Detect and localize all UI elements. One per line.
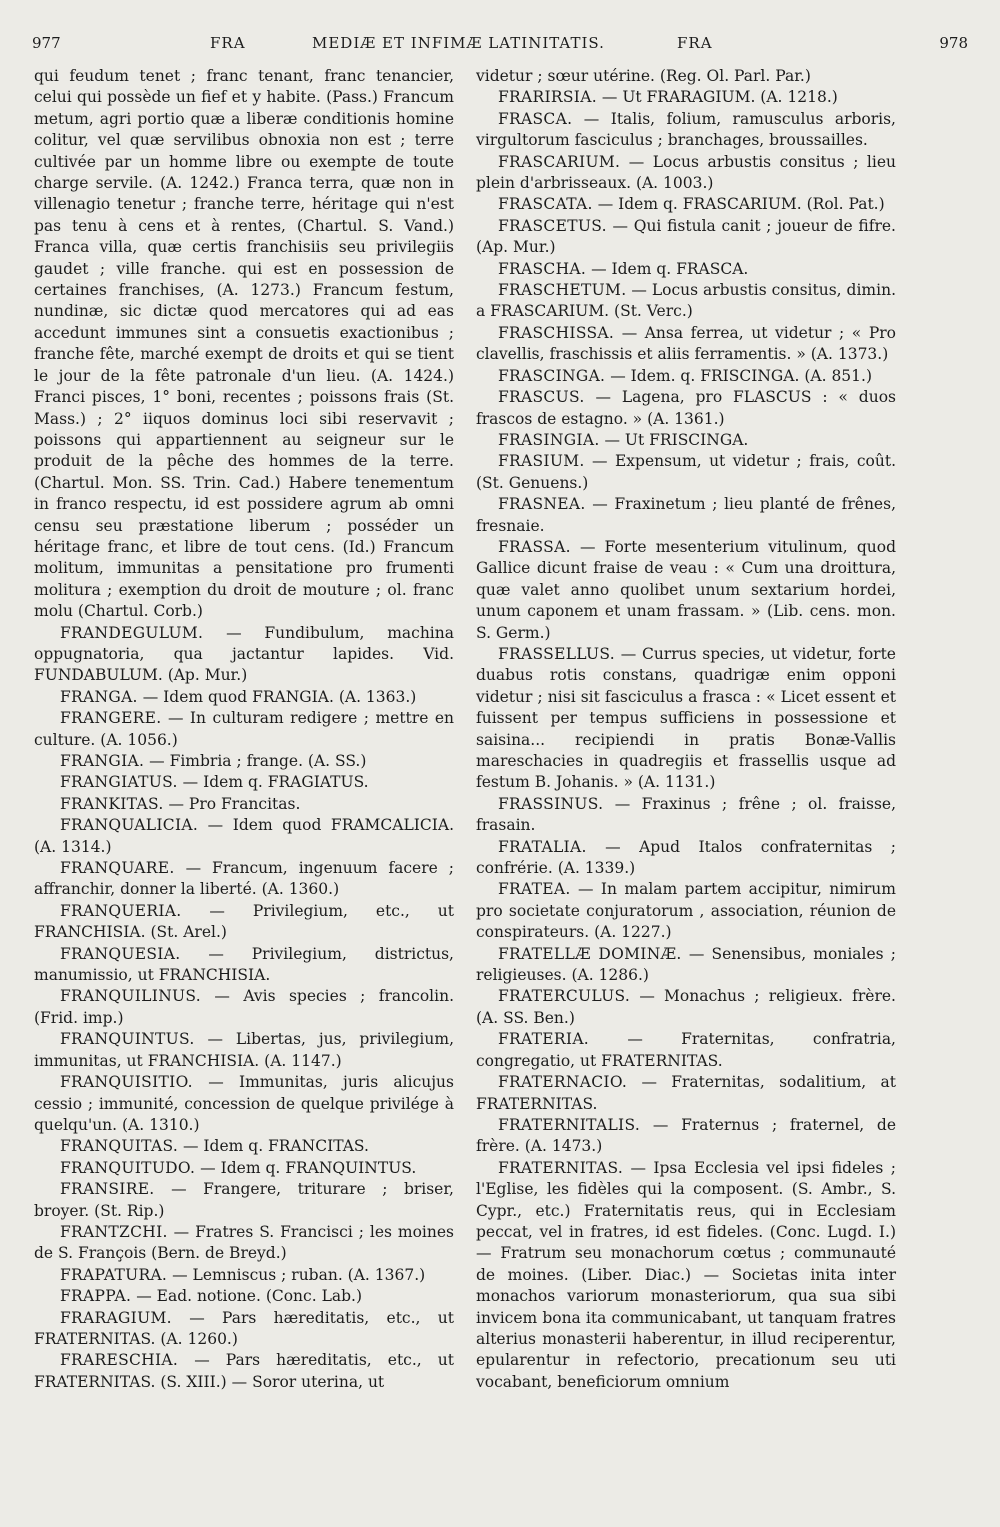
entry-headword: FRASCHISSA. — [498, 323, 615, 342]
entry-headword: FRATERCULUS. — [498, 987, 631, 1006]
entry-headword: FRATERNITALIS. — [498, 1115, 641, 1134]
entry-headword: FRAPATURA. — [60, 1265, 168, 1284]
entry-definition: — Locus arbustis consitus, dimin. a FRASCARIUM. (St. Verc.) — [476, 281, 896, 321]
dictionary-entry — [476, 451, 896, 494]
entry-headword: FRATELLÆ DOMINÆ. — [498, 944, 682, 963]
entry-definition: — In malam partem accipitur, nimirum pro societate conjuratorum , association, réunion de conspirateurs. (A. 1227.) — [476, 880, 896, 942]
dictionary-entry — [34, 1286, 454, 1307]
entry-headword: FRASCUS. — [498, 388, 585, 407]
entry-definition: — Frangere, triturare ; briser, broyer. (St. Rip.) — [34, 1180, 454, 1220]
entry-headword: FRASCA. — [498, 109, 573, 128]
entry-headword: FRASSINUS. — [498, 794, 604, 813]
entry-headword: FRANQUITUDO. — [60, 1158, 196, 1177]
entry-headword: FRANTZCHI. — [60, 1222, 168, 1241]
left-column — [34, 66, 454, 1393]
entry-definition: — Qui fistula canit ; joueur de fifre. (Ap. Mur.) — [476, 216, 896, 257]
entry-headword: FRASCATA. — [498, 195, 593, 214]
entry-definition: — Idem q. FRASCARIUM. (Rol. Pat.) — [597, 195, 885, 214]
entry-definition: — Francum, ingenuum facere ; affranchir, donner la liberté. (A. 1360.) — [34, 859, 454, 899]
entry-definition: — Forte mesenterium vitulinum, quod Gallice dicunt fraise de veau : « Cum una droittura, quæ valet anno quolibet unum sextarium hordei, unum caponem et unam frassam. » (Lib. cens. mon. S. Germ.) — [476, 537, 896, 642]
entry-headword: FRANQUISITIO. — [60, 1073, 193, 1092]
entry-definition: — Senensibus, moniales ; religieuses. (A. 1286.) — [476, 944, 896, 985]
entry-definition: — Idem q. FRASCA. — [591, 259, 749, 278]
entry-definition: — Currus species, ut videtur, forte duabus rotis constans, quadrigæ enim opponi videtur ; nisi sit fasciculus a frasca : « Licet essent et fuissent per tempus sufficiens in possessione et saisina... recipiendi in pratis Bonæ-Vallis mareschacies in quadregiis et frassellis usque ad festum B. Johanis. » (A. 1131.) — [476, 644, 896, 792]
dictionary-entry — [476, 323, 896, 366]
dictionary-entry — [34, 1136, 454, 1157]
entry-headword: FRASINGIA. — [498, 430, 600, 449]
dictionary-entry — [34, 901, 454, 944]
entry-headword: FRANGA. — [60, 687, 138, 706]
dictionary-entry — [34, 623, 454, 687]
dictionary-entry — [476, 837, 896, 880]
dictionary-entry — [476, 259, 896, 280]
entry-definition: — Privilegium, districtus, manumissio, ut FRANCHISIA. — [34, 944, 454, 985]
dictionary-entry — [34, 1179, 454, 1222]
dictionary-entry — [34, 1072, 454, 1136]
entry-definition: qui feudum tenet ; franc tenant, franc tenancier, celui qui possède un fief et y habite. (Pass.) Francum metum, agri portio quæ a liberæ conditionis homine colitur, vel quæ servilibus obnoxia non est ; terre cultivée par un homme libre ou exempte de toute charge servile. (A. 1242.) Franca terra, quæ non in villenagio tenetur ; franche terre, héritage qui n'est pas tenu à cens et à rentes, (Chartul. S. Vand.) Franca villa, quæ certis franchisiis seu privilegiis gaudet ; ville franche. qui est en possession de certaines franchises, (A. 1273.) Francum festum, nundinæ, sic dictæ quod mercatores qui ad eas accedunt immunes sint a consuetis exactionibus ; franche fête, marché exempt de droits et qui se tient le jour de la fête patronale d'un lieu. (A. 1424.) Franci pisces, 1° boni, recentes ; poissons frais (St. Mass.) ; 2° iiquos dominus loci sibi reservavit ; poissons qui appartiennent au seigneur sur le produit de la pêche des hommes de la terre. (Chartul. Mon. SS. Trin. Cad.) Habere tenementum in franco respectu, id est possidere agrum ab omni censu seu præstatione liberum ; posséder un héritage franc, et libre de tout cens. (Id.) Francum molitum, immunitas a pensitatione pro frumenti molitura ; exemption du droit de mouture ; ol. franc molu (Chartul. Corb.) — [34, 67, 454, 621]
dictionary-entry — [34, 1158, 454, 1179]
entry-headword: FRASCHA. — [498, 259, 587, 278]
dictionary-entry — [476, 537, 896, 644]
dictionary-entry — [476, 1029, 896, 1072]
entry-definition: — Idem quod FRAMCALICIA. (A. 1314.) — [34, 816, 454, 856]
entry-headword: FRANQUITAS. — [60, 1137, 179, 1156]
dictionary-entry — [476, 216, 896, 259]
entry-definition: — Ipsa Ecclesia vel ipsi fideles ; l'Eglise, les fidèles qui la composent. (S. Ambr., S. Cypr., etc.) Fraternitatis reus, qui in Ecclesiam peccat, vel in fratres, id est fideles. (Conc. Lugd. I.) — Fratrum seu monachorum cœtus ; communauté de moines. (Liber. Diac.) — Societas inita inter monachos variorum monasteriorum, qua sua sibi invicem bona ita communicabant, ut tanquam fratres alterius monasterii haberentur, in illud reciperentur, epularentur in refectorio, precationum seu uti vocabant, beneficiorum omnium — [476, 1158, 896, 1391]
right-column — [476, 66, 896, 1393]
entry-definition: — Ead. notione. (Conc. Lab.) — [136, 1287, 363, 1306]
entry-definition: — Pars hæreditatis, etc., ut FRATERNITAS. (A. 1260.) — [34, 1308, 454, 1348]
guide-word-right: FRA — [677, 34, 713, 52]
entry-headword: FRASCINGA. — [498, 366, 606, 385]
entry-headword: FRANGIA. — [60, 752, 145, 770]
dictionary-entry — [34, 772, 454, 793]
entry-definition: — Lagena, pro FLASCUS : « duos frascos de estagno. » (A. 1361.) — [476, 388, 896, 428]
dictionary-entry — [34, 944, 454, 987]
entry-headword: FRANQUESIA. — [60, 944, 181, 963]
running-head — [32, 34, 968, 56]
entry-definition: — Italis, folium, ramusculus arboris, virgultorum fasciculus ; branchages, broussailles. — [476, 109, 896, 150]
entry-definition: — In culturam redigere ; mettre en culture. (A. 1056.) — [34, 709, 454, 749]
dictionary-entry — [476, 644, 896, 794]
entry-headword: FRAPPA. — [60, 1287, 132, 1306]
entry-headword: FRANKITAS. — [60, 794, 164, 813]
entry-headword: FRARIRSIA. — [498, 88, 597, 107]
entry-definition: — Pars hæreditatis, etc., ut FRATERNITAS. (S. XIII.) — Soror uterina, ut — [34, 1351, 454, 1391]
dictionary-entry — [476, 109, 896, 152]
entry-definition: — Libertas, jus, privilegium, immunitas, ut FRANCHISIA. (A. 1147.) — [34, 1030, 454, 1070]
dictionary-entry — [34, 1222, 454, 1265]
entry-definition: — Fraternus ; fraternel, de frère. (A. 1473.) — [476, 1115, 896, 1156]
entry-definition: — Avis species ; francolin. (Frid. imp.) — [34, 987, 454, 1027]
entry-definition: — Fimbria ; frange. (A. SS.) — [149, 752, 367, 770]
dictionary-entry — [34, 751, 454, 772]
entry-headword: FRASCHETUM. — [498, 281, 627, 300]
entry-headword: FRANGIATUS. — [60, 773, 178, 792]
dictionary-entry — [476, 430, 896, 451]
dictionary-entry — [476, 152, 896, 195]
entry-definition: — Ut FRISCINGA. — [604, 430, 749, 449]
entry-definition: — Idem q. FRAGIATUS. — [182, 773, 369, 792]
entry-definition: — Pro Francitas. — [168, 794, 301, 813]
dictionary-entry — [476, 1115, 896, 1158]
dictionary-entry — [34, 858, 454, 901]
entry-definition: — Fratres S. Francisci ; les moines de S. François (Bern. de Breyd.) — [34, 1222, 454, 1263]
dictionary-entry — [34, 815, 454, 858]
dictionary-entry — [476, 387, 896, 430]
page-number-right: 978 — [939, 34, 968, 52]
dictionary-entry — [476, 494, 896, 537]
entry-headword: FRASSELLUS. — [498, 644, 615, 663]
dictionary-entry — [476, 280, 896, 323]
running-title: MEDIÆ ET INFIMÆ LATINITATIS. — [312, 34, 605, 52]
entry-headword: FRARESCHIA. — [60, 1351, 179, 1370]
dictionary-entry — [34, 1265, 454, 1286]
entry-definition: — Lemniscus ; ruban. (A. 1367.) — [172, 1265, 426, 1284]
entry-headword: FRANGERE. — [60, 709, 162, 728]
dictionary-entry — [476, 366, 896, 387]
entry-headword: FRANDEGULUM. — [60, 623, 204, 642]
dictionary-entry — [476, 1158, 896, 1393]
entry-definition: — Fundibulum, machina oppugnatoria, qua jactantur lapides. Vid. FUNDABULUM. (Ap. Mur.) — [34, 623, 454, 685]
entry-definition: — Privilegium, etc., ut FRANCHISIA. (St. Arel.) — [34, 901, 454, 942]
entry-definition: — Ut FRARAGIUM. (A. 1218.) — [601, 88, 838, 107]
dictionary-entry — [34, 986, 454, 1029]
dictionary-entry — [476, 986, 896, 1029]
entry-headword: FRATERNACIO. — [498, 1073, 628, 1092]
entry-headword: FRARAGIUM. — [60, 1308, 172, 1327]
dictionary-entry — [476, 879, 896, 943]
dictionary-entry — [34, 708, 454, 751]
dictionary-entry — [34, 1029, 454, 1072]
guide-word-left: FRA — [210, 34, 246, 52]
dictionary-entry — [34, 794, 454, 815]
entry-headword: FRASNEA. — [498, 495, 586, 514]
dictionary-entry — [476, 194, 896, 215]
entry-headword: FRANQUARE. — [60, 859, 175, 878]
dictionary-entry — [34, 687, 454, 708]
entry-definition: — Idem q. FRANCITAS. — [183, 1137, 369, 1156]
dictionary-entry — [476, 66, 896, 87]
dictionary-entry — [34, 1350, 454, 1393]
entry-headword: FRANQUINTUS. — [60, 1030, 195, 1049]
entry-definition: — Idem quod FRANGIA. (A. 1363.) — [142, 687, 417, 706]
entry-definition: videtur ; sœur utérine. (Reg. Ol. Parl. Par.) — [476, 67, 811, 85]
entry-definition: — Locus arbustis consitus ; lieu plein d'arbrisseaux. (A. 1003.) — [476, 152, 896, 193]
dictionary-entry — [34, 1308, 454, 1351]
entry-definition: — Fraternitas, sodalitium, at FRATERNITAS. — [476, 1073, 896, 1113]
dictionary-entry — [476, 1072, 896, 1115]
dictionary-entry — [476, 87, 896, 108]
entry-definition: — Expensum, ut videtur ; frais, coût. (St. Genuens.) — [476, 452, 896, 492]
page-number-left: 977 — [32, 34, 61, 52]
entry-definition: — Apud Italos confraternitas ; confrérie. (A. 1339.) — [476, 837, 896, 878]
entry-headword: FRATERNITAS. — [498, 1158, 624, 1177]
entry-headword: FRASIUM. — [498, 452, 585, 471]
entry-definition: — Idem. q. FRISCINGA. (A. 851.) — [610, 366, 873, 385]
entry-headword: FRASSA. — [498, 537, 571, 556]
entry-headword: FRATERIA. — [498, 1030, 590, 1049]
entry-definition: — Fraxinus ; frêne ; ol. fraisse, frasain. — [476, 794, 896, 835]
entry-headword: FRANQUILINUS. — [60, 987, 202, 1006]
entry-definition: — Immunitas, juris alicujus cessio ; immunité, concession de quelque privilége à quelqu'un. (A. 1310.) — [34, 1073, 454, 1134]
entry-definition: — Fraternitas, confratria, congregatio, ut FRATERNITAS. — [476, 1030, 896, 1070]
entry-headword: FRATEA. — [498, 880, 571, 899]
entry-definition: — Ansa ferrea, ut videtur ; « Pro clavellis, fraschissis et aliis ferramentis. » (A. 1373.) — [476, 323, 896, 364]
dictionary-entry — [34, 66, 454, 623]
entry-headword: FRATALIA. — [498, 837, 587, 856]
entry-headword: FRASCARIUM. — [498, 152, 621, 171]
entry-definition: — Monachus ; religieux. frère. (A. SS. Ben.) — [476, 987, 896, 1027]
dictionary-entry — [476, 944, 896, 987]
entry-headword: FRANSIRE. — [60, 1180, 155, 1199]
entry-headword: FRANQUALICIA. — [60, 816, 199, 835]
dictionary-entry — [476, 794, 896, 837]
entry-headword: FRANQUERIA. — [60, 901, 182, 920]
entry-definition: — Idem q. FRANQUINTUS. — [200, 1158, 417, 1177]
entry-definition: — Fraxinetum ; lieu planté de frênes, fresnaie. — [476, 495, 896, 535]
entry-headword: FRASCETUS. — [498, 216, 607, 235]
